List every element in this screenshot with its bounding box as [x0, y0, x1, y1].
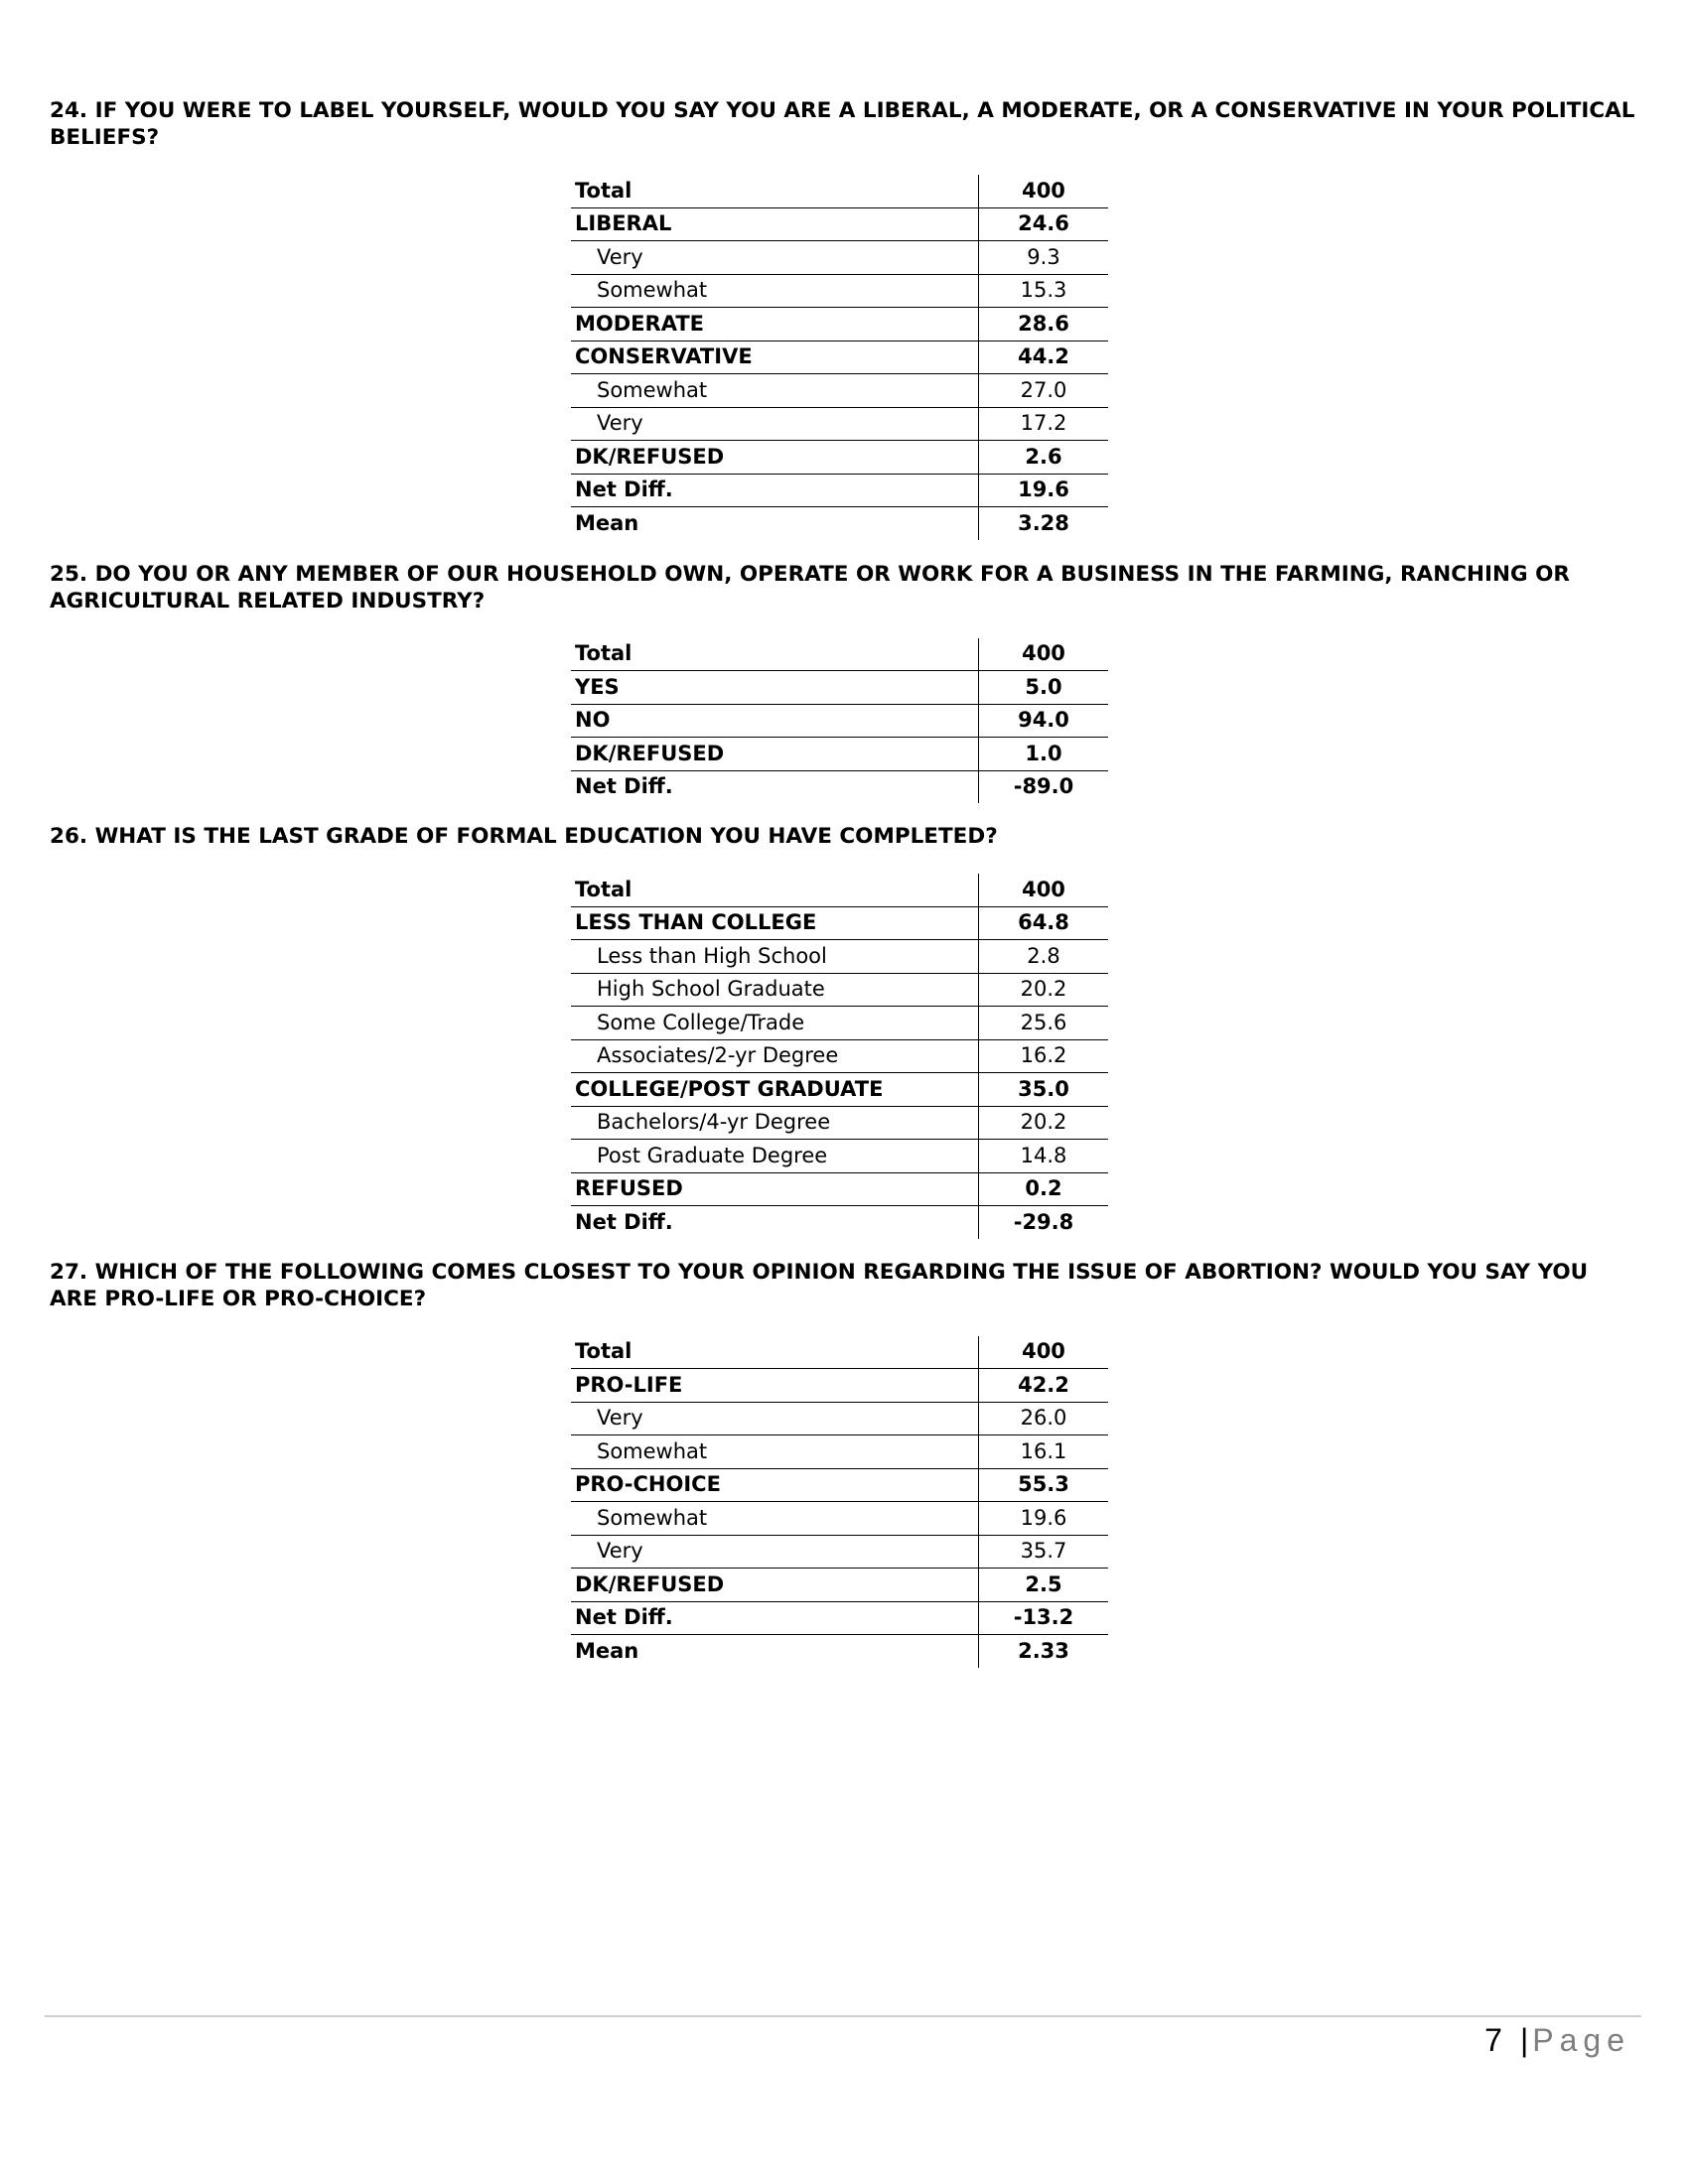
- row-value: 35.7: [979, 1535, 1109, 1569]
- table-row: [571, 1039, 1108, 1073]
- table-row: [571, 1535, 1108, 1569]
- row-value: 5.0: [979, 671, 1109, 705]
- row-value: 2.6: [979, 441, 1109, 475]
- row-value: -13.2: [979, 1601, 1109, 1635]
- row-value: 14.8: [979, 1140, 1109, 1173]
- row-label: Net Diff.: [571, 474, 979, 507]
- document-body: [50, 97, 1638, 1668]
- question-26-table: [571, 874, 1638, 1239]
- table-row: [571, 1007, 1108, 1040]
- footer-separator: |: [1519, 2022, 1529, 2058]
- row-label: PRO-CHOICE: [571, 1468, 979, 1502]
- results-table: [571, 874, 1108, 1239]
- table-row: [571, 1635, 1108, 1668]
- row-value: 19.6: [979, 474, 1109, 507]
- table-row: [571, 704, 1108, 738]
- row-value: 2.8: [979, 940, 1109, 974]
- table-row: [571, 671, 1108, 705]
- row-value: 20.2: [979, 1106, 1109, 1140]
- question-27-table: [571, 1336, 1638, 1668]
- row-value: 16.2: [979, 1039, 1109, 1073]
- row-label: Somewhat: [571, 1435, 979, 1469]
- row-label: Somewhat: [571, 374, 979, 408]
- row-label: Very: [571, 241, 979, 275]
- table-row: [571, 1601, 1108, 1635]
- table-row: [571, 1206, 1108, 1239]
- table-row: [571, 1369, 1108, 1403]
- table-row: [571, 407, 1108, 441]
- question-27-text: 27. WHICH OF THE FOLLOWING COMES CLOSEST TO YOUR OPINION REGARDING THE ISSUE OF ABORTION? WOULD YOU SAY YOU ARE PRO-LIFE OR PRO-CHOICE?: [50, 1259, 1589, 1311]
- page-number: 7: [1484, 2022, 1502, 2058]
- results-table: [571, 638, 1108, 804]
- table-row: [571, 770, 1108, 803]
- table-row: [571, 207, 1108, 241]
- table-row: [571, 940, 1108, 974]
- row-value: 44.2: [979, 341, 1109, 374]
- row-label: LESS THAN COLLEGE: [571, 906, 979, 940]
- row-value: 25.6: [979, 1007, 1109, 1040]
- row-label: LIBERAL: [571, 207, 979, 241]
- row-value: 19.6: [979, 1502, 1109, 1536]
- row-label: High School Graduate: [571, 973, 979, 1007]
- row-label: Associates/2-yr Degree: [571, 1039, 979, 1073]
- row-label: COLLEGE/POST GRADUATE: [571, 1073, 979, 1107]
- row-label: Total: [575, 1339, 633, 1364]
- table-row: [571, 738, 1108, 771]
- row-label: Very: [571, 1535, 979, 1569]
- row-value: 400: [979, 1336, 1109, 1369]
- table-row: [571, 1402, 1108, 1435]
- table-row: [571, 274, 1108, 308]
- row-value: 3.28: [979, 507, 1109, 540]
- results-table: [571, 175, 1108, 540]
- row-value: 24.6: [979, 207, 1109, 241]
- row-value: 400: [979, 874, 1109, 906]
- table-row: [571, 973, 1108, 1007]
- row-label: YES: [571, 671, 979, 705]
- question-25-text: 25. DO YOU OR ANY MEMBER OF OUR HOUSEHOLD OWN, OPERATE OR WORK FOR A BUSINESS IN THE FARMING, RANCHING OR AGRICULTURAL RELATED INDUSTRY?: [50, 561, 1570, 614]
- row-value: 20.2: [979, 973, 1109, 1007]
- table-row: [571, 874, 1108, 906]
- table-row: [571, 241, 1108, 275]
- table-row: [571, 1172, 1108, 1206]
- table-row: [571, 441, 1108, 475]
- row-label: REFUSED: [571, 1172, 979, 1206]
- row-value: 64.8: [979, 906, 1109, 940]
- table-row: [571, 1468, 1108, 1502]
- row-label: DK/REFUSED: [571, 1569, 979, 1602]
- row-value: 28.6: [979, 308, 1109, 341]
- row-label: Very: [571, 407, 979, 441]
- row-value: 26.0: [979, 1402, 1109, 1435]
- row-value: 27.0: [979, 374, 1109, 408]
- row-label: CONSERVATIVE: [571, 341, 979, 374]
- row-value: 17.2: [979, 407, 1109, 441]
- table-row: [571, 341, 1108, 374]
- row-label: Very: [571, 1402, 979, 1435]
- row-value: 16.1: [979, 1435, 1109, 1469]
- row-label: DK/REFUSED: [571, 441, 979, 475]
- question-26-text: 26. WHAT IS THE LAST GRADE OF FORMAL EDUCATION YOU HAVE COMPLETED?: [50, 824, 998, 849]
- row-label: DK/REFUSED: [571, 738, 979, 771]
- table-row: [571, 1435, 1108, 1469]
- table-row: [571, 507, 1108, 540]
- row-label: Somewhat: [571, 274, 979, 308]
- table-row: [571, 308, 1108, 341]
- row-value: 2.5: [979, 1569, 1109, 1602]
- row-label: MODERATE: [571, 308, 979, 341]
- table-row: [571, 1569, 1108, 1602]
- question-24-table: [571, 175, 1638, 540]
- row-value: 400: [979, 175, 1109, 207]
- row-value: -29.8: [979, 1206, 1109, 1239]
- row-value: 0.2: [979, 1172, 1109, 1206]
- row-label: Mean: [571, 1635, 979, 1668]
- row-value: 15.3: [979, 274, 1109, 308]
- row-value: -89.0: [979, 770, 1109, 803]
- table-row: [571, 906, 1108, 940]
- row-label: Less than High School: [571, 940, 979, 974]
- row-label: Net Diff.: [571, 770, 979, 803]
- table-row: [571, 1336, 1108, 1369]
- row-value: 35.0: [979, 1073, 1109, 1107]
- row-label: Net Diff.: [571, 1206, 979, 1239]
- table-row: [571, 374, 1108, 408]
- row-label: Total: [575, 641, 633, 666]
- table-row: [571, 1106, 1108, 1140]
- row-value: 94.0: [979, 704, 1109, 738]
- row-label: Total: [575, 877, 633, 901]
- row-label: Some College/Trade: [571, 1007, 979, 1040]
- results-table: [571, 1336, 1108, 1668]
- table-row: [571, 638, 1108, 671]
- table-row: [571, 175, 1108, 207]
- row-label: Somewhat: [571, 1502, 979, 1536]
- row-value: 1.0: [979, 738, 1109, 771]
- table-row: [571, 1073, 1108, 1107]
- table-row: [571, 474, 1108, 507]
- row-value: 42.2: [979, 1369, 1109, 1403]
- row-value: 55.3: [979, 1468, 1109, 1502]
- row-label: Bachelors/4-yr Degree: [571, 1106, 979, 1140]
- row-label: Net Diff.: [571, 1601, 979, 1635]
- row-label: NO: [571, 704, 979, 738]
- row-value: 9.3: [979, 241, 1109, 275]
- page-label: Page: [1532, 2022, 1630, 2058]
- row-label: PRO-LIFE: [571, 1369, 979, 1403]
- page-footer: [1484, 2020, 1630, 2060]
- table-row: [571, 1140, 1108, 1173]
- question-25-table: [571, 638, 1638, 804]
- row-label: Mean: [571, 507, 979, 540]
- footer-divider: [45, 2015, 1641, 2017]
- row-label: Total: [575, 178, 633, 203]
- question-24-text: 24. IF YOU WERE TO LABEL YOURSELF, WOULD YOU SAY YOU ARE A LIBERAL, A MODERATE, OR A CONSERVATIVE IN YOUR POLITICAL BELIEFS?: [50, 98, 1635, 150]
- row-label: Post Graduate Degree: [571, 1140, 979, 1173]
- row-value: 400: [979, 638, 1109, 671]
- table-row: [571, 1502, 1108, 1536]
- row-value: 2.33: [979, 1635, 1109, 1668]
